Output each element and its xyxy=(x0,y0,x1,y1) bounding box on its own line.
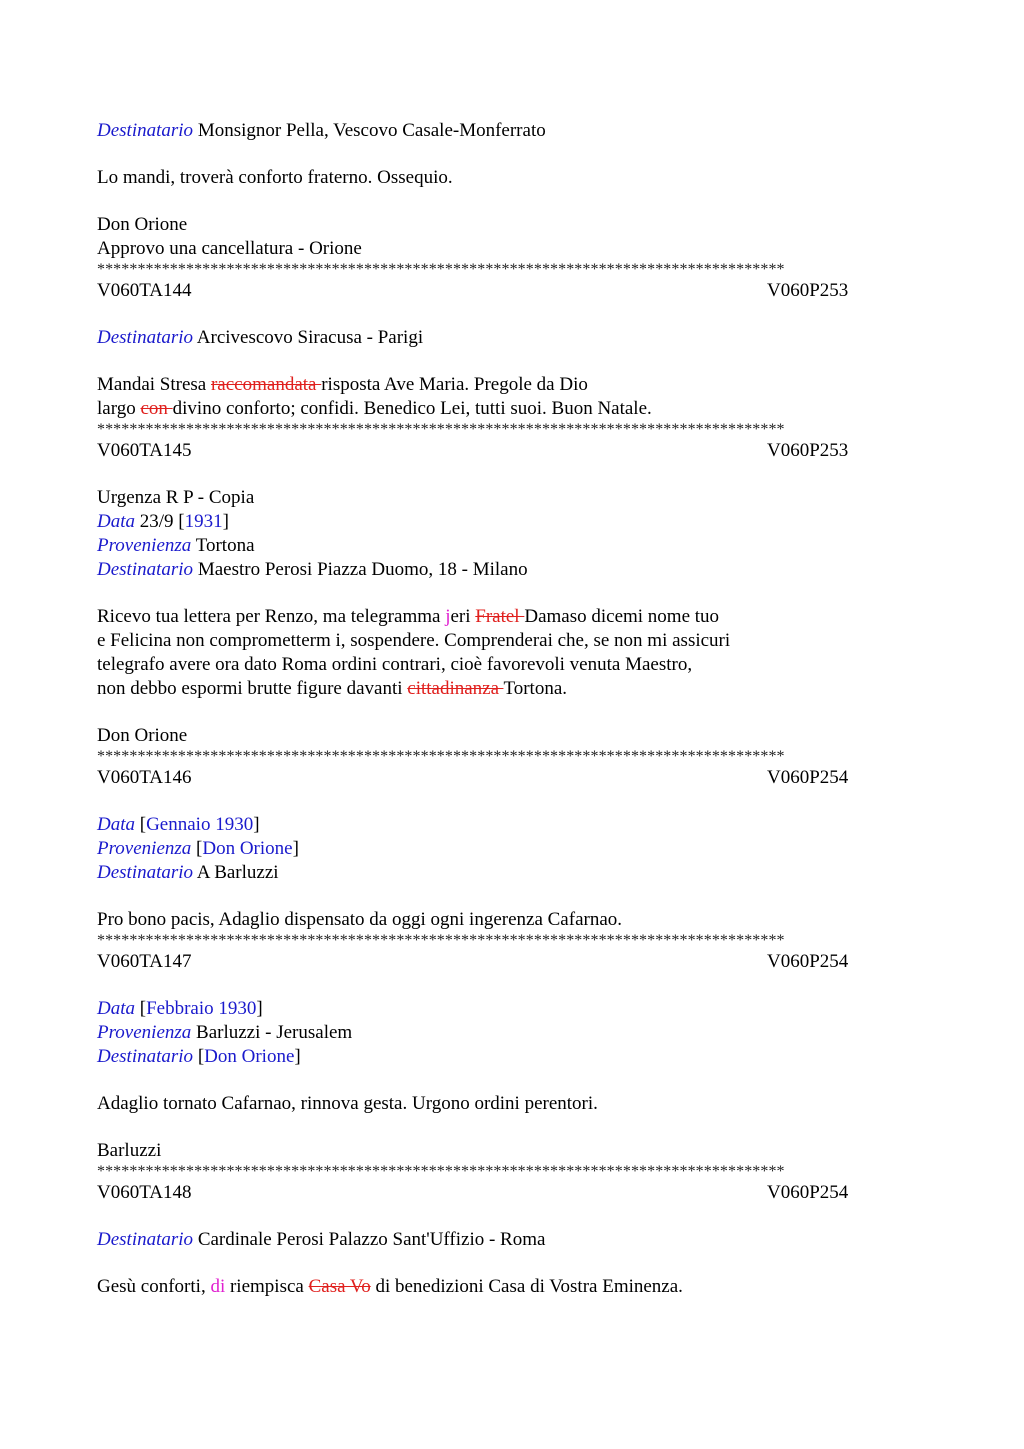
recipient-value: Maestro Perosi Piazza Duomo, 18 - Milano xyxy=(197,559,528,580)
separator: ************************************************************************************* xyxy=(97,748,785,765)
recipient-line xyxy=(97,558,927,582)
recipient-line xyxy=(97,1228,927,1252)
origin-line xyxy=(97,534,927,558)
separator: ************************************************************************************* xyxy=(97,932,785,949)
telegram-body-line xyxy=(97,677,927,701)
document-code: V060TA145 xyxy=(97,440,192,461)
body-text: Mandai Stresa xyxy=(97,374,211,395)
date-label: Data xyxy=(97,998,135,1019)
document-code-row xyxy=(97,439,927,463)
deleted-text: cittadinanza xyxy=(407,678,504,699)
body-text: Ricevo tua lettera per Renzo, ma telegramma xyxy=(97,606,446,627)
date-line xyxy=(97,510,927,534)
page-code: V060P253 xyxy=(767,440,849,461)
body-text: risposta Ave Maria. Pregole da Dio xyxy=(321,374,588,395)
origin-label: Provenienza xyxy=(97,838,192,859)
document-code-row xyxy=(97,1181,927,1205)
recipient-value: Cardinale Perosi Palazzo Sant'Uffizio - Roma xyxy=(197,1229,546,1250)
telegram-body-line xyxy=(97,373,927,397)
page-code: V060P253 xyxy=(767,280,849,301)
document-code: V060TA147 xyxy=(97,951,192,972)
document-page xyxy=(97,119,927,1299)
origin-value: Tortona xyxy=(195,535,255,556)
date-value: Febbraio 1930 xyxy=(146,998,257,1019)
document-code-row xyxy=(97,766,927,790)
body-text: non debbo espormi brutte figure davanti xyxy=(97,678,408,699)
document-code-row xyxy=(97,279,927,303)
inserted-text: di xyxy=(210,1276,226,1297)
origin-line xyxy=(97,1021,927,1045)
date-label: Data xyxy=(97,814,135,835)
date-year: 1931 xyxy=(184,511,223,532)
separator: ************************************************************************************* xyxy=(97,261,785,278)
recipient-line xyxy=(97,119,927,143)
body-text: divino conforto; confidi. Benedico Lei, tutti suoi. Buon Natale. xyxy=(172,398,652,419)
document-code: V060TA148 xyxy=(97,1182,192,1203)
date-line: Data [Gennaio 1930] xyxy=(97,814,260,835)
body-text: Gesù conforti, xyxy=(97,1276,211,1297)
recipient-line: Destinatario [Don Orione] xyxy=(97,1046,301,1067)
telegram-body-line xyxy=(97,1275,927,1299)
recipient-label: Destinatario xyxy=(97,327,194,348)
separator: ************************************************************************************* xyxy=(97,1163,785,1180)
document-code: V060TA144 xyxy=(97,280,192,301)
signature: Don Orione xyxy=(97,214,188,235)
telegram-body-line: telegrafo avere ora dato Roma ordini contrari, cioè favorevoli venuta Maestro, xyxy=(97,654,693,675)
deleted-text: Casa Vo xyxy=(308,1276,371,1297)
bracket: ] xyxy=(222,511,229,532)
telegram-body-line: e Felicina non comprometterm i, sospendere. Comprenderai che, se non mi assicuri xyxy=(97,630,731,651)
body-text: eri xyxy=(450,606,476,627)
recipient-value: Monsignor Pella, Vescovo Casale-Monferrato xyxy=(197,120,546,141)
signature: Don Orione xyxy=(97,725,188,746)
origin-value: Don Orione xyxy=(202,838,293,859)
origin-line: Provenienza [Don Orione] xyxy=(97,838,299,859)
note-line: Approvo una cancellatura - Orione xyxy=(97,238,362,259)
telegram-body: Adaglio tornato Cafarnao, rinnova gesta. Urgono ordini perentori. xyxy=(97,1093,598,1114)
deleted-text: raccomandata xyxy=(210,374,322,395)
body-text: riempisca xyxy=(225,1276,309,1297)
body-text: di benedizioni Casa di Vostra Eminenza. xyxy=(370,1276,683,1297)
origin-label: Provenienza xyxy=(97,535,192,556)
telegram-body: Lo mandi, troverà conforto fraterno. Ossequio. xyxy=(97,167,453,188)
date-value: Gennaio 1930 xyxy=(146,814,254,835)
recipient-label: Destinatario xyxy=(97,1229,194,1250)
inserted-text: j xyxy=(445,606,451,627)
origin-value: Barluzzi - Jerusalem xyxy=(196,1022,353,1043)
deleted-text: con xyxy=(140,398,173,419)
telegram-body-line xyxy=(97,605,927,629)
recipient-line xyxy=(97,326,927,350)
recipient-value: Don Orione xyxy=(204,1046,295,1067)
body-text: Damaso dicemi nome tuo xyxy=(524,606,720,627)
telegram-body-line xyxy=(97,397,927,421)
urgency-header: Urgenza R P - Copia xyxy=(97,487,255,508)
separator: ************************************************************************************* xyxy=(97,421,785,438)
recipient-value: A Barluzzi xyxy=(196,862,279,883)
document-code-row xyxy=(97,950,927,974)
recipient-line xyxy=(97,861,927,885)
document-code: V060TA146 xyxy=(97,767,192,788)
deleted-text: Fratel xyxy=(475,606,525,627)
date-value: 23/9 [ xyxy=(135,511,185,532)
page-code: V060P254 xyxy=(767,1182,849,1203)
date-line: Data [Febbraio 1930] xyxy=(97,998,263,1019)
recipient-label: Destinatario xyxy=(97,1046,194,1067)
recipient-value: Arcivescovo Siracusa - Parigi xyxy=(196,327,424,348)
signature: Barluzzi xyxy=(97,1140,162,1161)
date-label: Data xyxy=(97,511,135,532)
page-code: V060P254 xyxy=(767,767,849,788)
page-code: V060P254 xyxy=(767,951,849,972)
recipient-label: Destinatario xyxy=(97,559,194,580)
body-text: Tortona. xyxy=(503,678,568,699)
telegram-body: Pro bono pacis, Adaglio dispensato da oggi ogni ingerenza Cafarnao. xyxy=(97,909,623,930)
recipient-label: Destinatario xyxy=(97,120,194,141)
origin-label: Provenienza xyxy=(97,1022,192,1043)
body-text: largo xyxy=(97,398,141,419)
recipient-label: Destinatario xyxy=(97,862,194,883)
